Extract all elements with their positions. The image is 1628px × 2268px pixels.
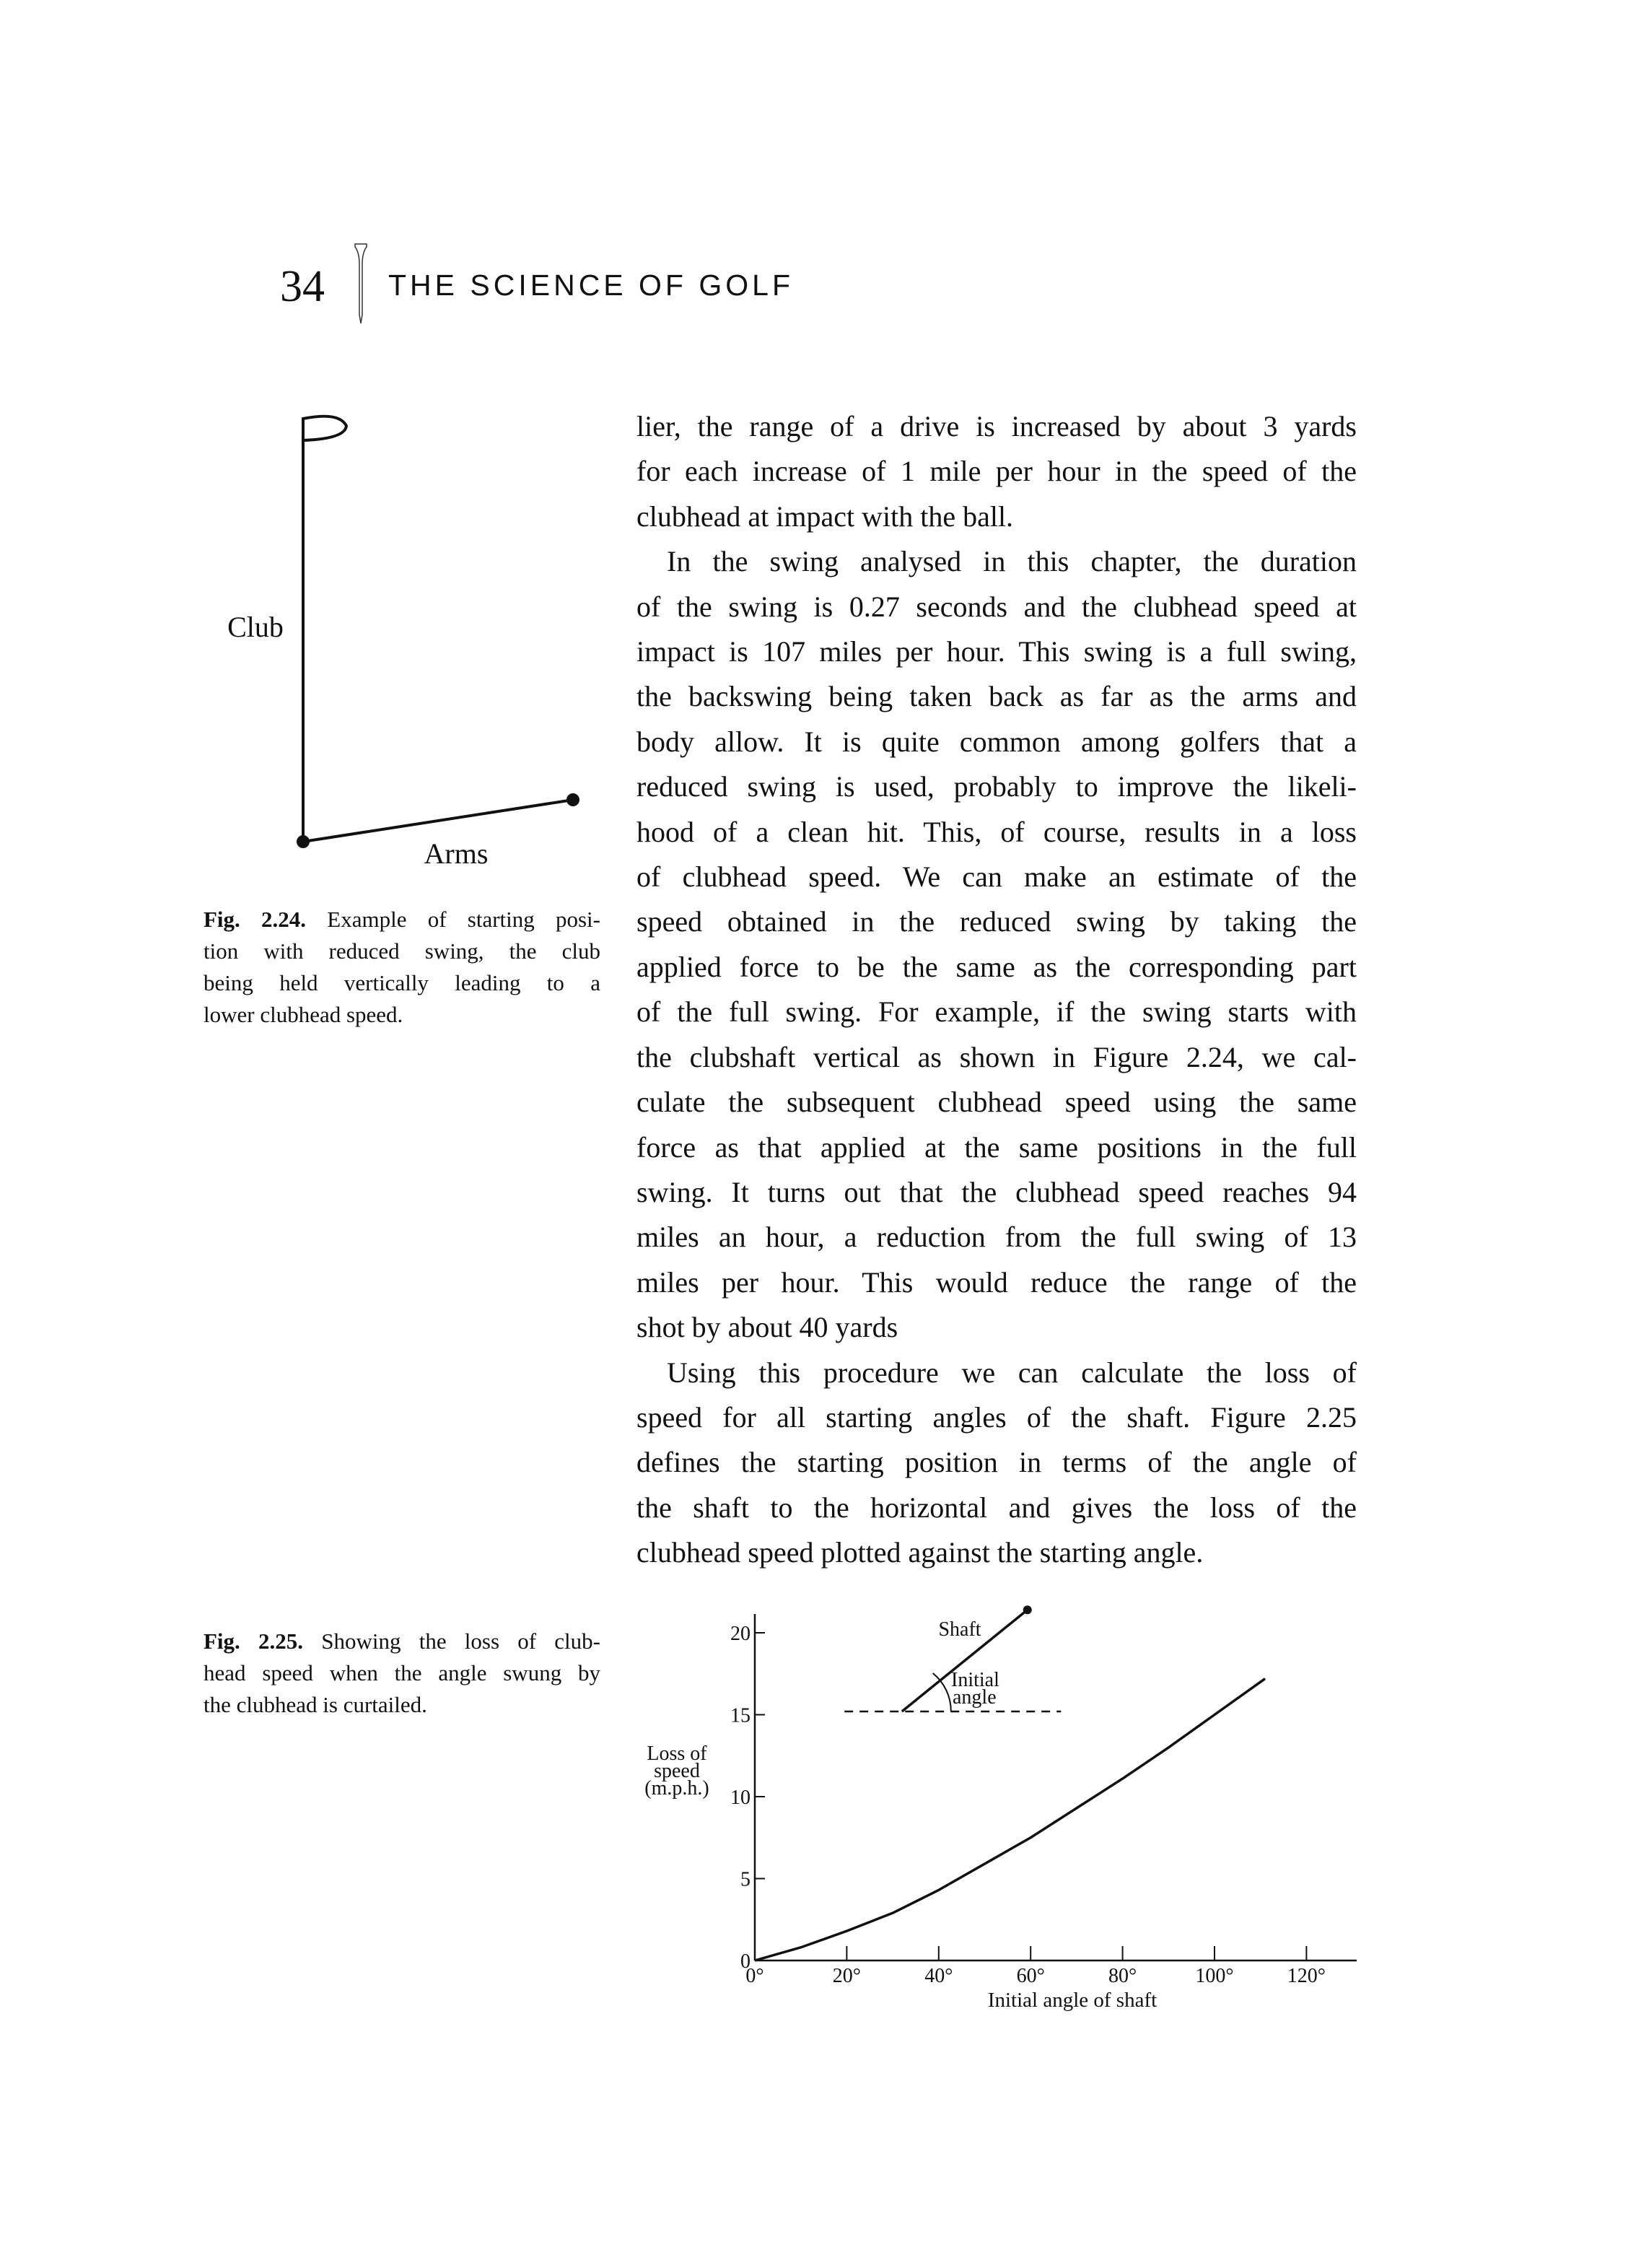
x-tick-label: 0°	[745, 1965, 764, 1987]
caption-line: head speed when the angle swung by	[204, 1660, 600, 1685]
body-line: body allow. It is quite common among golfers that a	[636, 725, 1357, 758]
body-line: hood of a clean hit. This, of course, results in a loss	[636, 815, 1357, 848]
body-line: In the swing analysed in this chapter, the duration	[667, 545, 1357, 578]
initial-angle-label: Initial	[951, 1669, 999, 1691]
caption-number: Fig. 2.25.	[204, 1628, 304, 1654]
y-tick-label: 0	[740, 1950, 750, 1973]
club-label: Club	[227, 611, 284, 643]
body-line: culate the subsequent clubhead speed using the same	[636, 1086, 1357, 1119]
loss-curve	[755, 1679, 1265, 1960]
y-tick-label: 10	[730, 1787, 750, 1809]
caption-line: Showing the loss of club-	[321, 1628, 600, 1654]
y-tick-label: 15	[730, 1704, 750, 1727]
caption-line: Example of starting posi-	[327, 907, 600, 932]
initial-angle-label: angle	[953, 1686, 997, 1709]
caption-line: being held vertically leading to a	[204, 970, 600, 995]
x-tick-label: 60°	[1016, 1965, 1045, 1987]
body-line: defines the starting position in terms of the angle of	[636, 1446, 1357, 1479]
caption-line: tion with reduced swing, the club	[204, 938, 600, 964]
body-line: applied force to be the same as the corresponding part	[636, 950, 1357, 983]
body-line: impact is 107 miles per hour. This swing is a full swing,	[636, 635, 1357, 668]
x-tick-label: 40°	[924, 1965, 953, 1987]
body-line: the backswing being taken back as far as the arms and	[636, 680, 1357, 713]
y-axis-label: (m.p.h.)	[644, 1777, 709, 1800]
body-line: Using this procedure we can calculate the loss of	[667, 1356, 1357, 1389]
arms-label: Arms	[424, 837, 489, 870]
clubhead-dot	[1023, 1605, 1032, 1614]
caption-number: Fig. 2.24.	[204, 907, 307, 932]
body-line: the shaft to the horizontal and gives the loss of the	[636, 1491, 1357, 1524]
x-axis-label: Initial angle of shaft	[987, 1989, 1157, 2012]
body-line: shot by about 40 yards	[636, 1311, 898, 1344]
body-line: of the swing is 0.27 seconds and the clubhead speed at	[636, 590, 1357, 623]
body-line: of clubhead speed. We can make an estimate of the	[636, 860, 1357, 894]
y-axis-label: speed	[654, 1760, 700, 1782]
x-tick-label: 100°	[1195, 1965, 1234, 1987]
running-title: THE SCIENCE OF GOLF	[388, 269, 794, 302]
page-number: 34	[280, 262, 325, 311]
body-line: speed for all starting angles of the shaft. Figure 2.25	[636, 1400, 1357, 1434]
caption-line: the clubhead is curtailed.	[204, 1692, 427, 1717]
caption-line: lower clubhead speed.	[204, 1002, 403, 1027]
body-line: force as that applied at the same positions in the full	[636, 1130, 1357, 1164]
body-line: of the full swing. For example, if the swing starts with	[636, 995, 1357, 1029]
x-tick-label: 20°	[832, 1965, 862, 1987]
body-line: miles per hour. This would reduce the range of the	[636, 1265, 1357, 1299]
body-line: for each increase of 1 mile per hour in the speed of the	[636, 455, 1357, 488]
body-line: clubhead at impact with the ball.	[636, 500, 1014, 533]
body-line: reduced swing is used, probably to improve the likeli-	[636, 770, 1357, 803]
body-line: speed obtained in the reduced swing by taking the	[636, 905, 1357, 938]
x-tick-label: 80°	[1108, 1965, 1137, 1987]
body-line: lier, the range of a drive is increased by about 3 yards	[636, 410, 1357, 442]
y-axis-label: Loss of	[647, 1743, 707, 1765]
body-line: swing. It turns out that the clubhead speed reaches 94	[636, 1175, 1357, 1208]
x-tick-label: 120°	[1287, 1965, 1326, 1987]
body-line: clubhead speed plotted against the starting angle.	[636, 1536, 1204, 1569]
body-line: the clubshaft vertical as shown in Figure 2.24, we cal-	[636, 1040, 1357, 1073]
body-line: miles an hour, a reduction from the full swing of 13	[636, 1221, 1357, 1254]
y-tick-label: 20	[730, 1623, 750, 1645]
shaft-label: Shaft	[938, 1618, 981, 1641]
y-tick-label: 5	[740, 1868, 750, 1891]
